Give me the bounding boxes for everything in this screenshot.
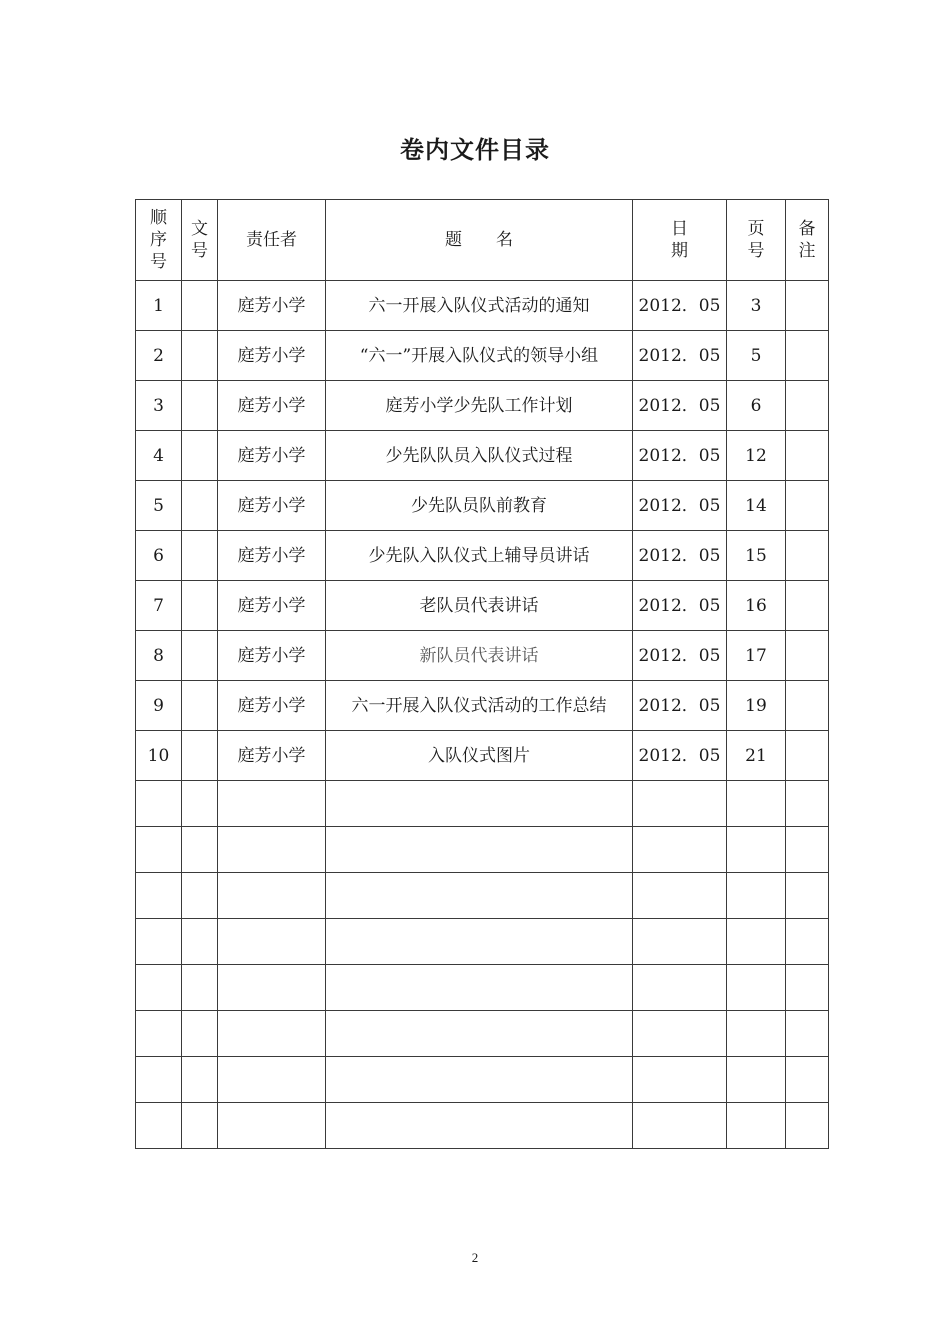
empty-cell [326,965,633,1011]
empty-cell [218,781,326,827]
table-row [136,431,829,481]
empty-cell [633,873,727,919]
cell-date: 2012．05 [633,531,727,581]
empty-row [136,781,829,827]
cell-remarks [786,381,829,431]
empty-cell [218,1103,326,1149]
empty-row [136,965,829,1011]
cell-subject: 老队员代表讲话 [326,581,633,631]
empty-cell [786,1103,829,1149]
cell-subject: 六一开展入队仪式活动的工作总结 [326,681,633,731]
page-title: 卷内文件目录 [400,136,550,164]
empty-cell [136,1103,182,1149]
empty-cell [326,1011,633,1057]
header-doc-no: 文 号 [182,200,218,281]
cell-seq: 8 [136,631,182,681]
empty-row [136,1011,829,1057]
cell-doc-no [182,431,218,481]
cell-seq: 5 [136,481,182,531]
cell-subject: 少先队入队仪式上辅导员讲话 [326,531,633,581]
cell-remarks [786,281,829,331]
cell-seq: 3 [136,381,182,431]
empty-cell [182,1057,218,1103]
empty-row [136,873,829,919]
empty-cell [727,1011,786,1057]
empty-cell [786,1011,829,1057]
empty-cell [326,873,633,919]
cell-date: 2012．05 [633,681,727,731]
table-row [136,631,829,681]
cell-doc-no [182,381,218,431]
empty-cell [326,919,633,965]
empty-cell [727,965,786,1011]
empty-cell [633,919,727,965]
empty-cell [727,1103,786,1149]
empty-cell [633,827,727,873]
empty-cell [786,781,829,827]
table-row [136,731,829,781]
table-row [136,331,829,381]
header-remarks: 备 注 [786,200,829,281]
empty-cell [218,1057,326,1103]
cell-date: 2012．05 [633,381,727,431]
cell-doc-no [182,481,218,531]
empty-cell [182,965,218,1011]
table-body [136,281,829,1149]
empty-cell [786,827,829,873]
empty-cell [786,1057,829,1103]
empty-row [136,1103,829,1149]
cell-doc-no [182,531,218,581]
header-subject: 题 名 [326,200,633,281]
empty-cell [182,1011,218,1057]
table-row [136,581,829,631]
header-row [136,200,829,281]
cell-subject: 少先队员队前教育 [326,481,633,531]
empty-cell [182,873,218,919]
cell-responsible: 庭芳小学 [218,681,326,731]
cell-page: 15 [727,531,786,581]
cell-date: 2012．05 [633,331,727,381]
empty-cell [633,781,727,827]
cell-date: 2012．05 [633,581,727,631]
cell-doc-no [182,281,218,331]
cell-responsible: 庭芳小学 [218,481,326,531]
cell-remarks [786,331,829,381]
cell-page: 12 [727,431,786,481]
cell-seq: 9 [136,681,182,731]
table-row [136,281,829,331]
empty-cell [218,827,326,873]
empty-cell [182,827,218,873]
cell-seq: 2 [136,331,182,381]
table-row [136,381,829,431]
cell-remarks [786,731,829,781]
empty-cell [136,965,182,1011]
table-row [136,481,829,531]
empty-cell [786,965,829,1011]
cell-doc-no [182,631,218,681]
cell-subject: 庭芳小学少先队工作计划 [326,381,633,431]
empty-cell [218,965,326,1011]
cell-responsible: 庭芳小学 [218,331,326,381]
cell-date: 2012．05 [633,481,727,531]
cell-date: 2012．05 [633,281,727,331]
cell-doc-no [182,581,218,631]
cell-doc-no [182,681,218,731]
empty-cell [326,1057,633,1103]
cell-responsible: 庭芳小学 [218,581,326,631]
cell-remarks [786,681,829,731]
empty-cell [727,1057,786,1103]
cell-seq: 4 [136,431,182,481]
cell-responsible: 庭芳小学 [218,631,326,681]
cell-page: 16 [727,581,786,631]
empty-cell [633,965,727,1011]
file-catalog-table [135,199,829,1149]
cell-page: 21 [727,731,786,781]
table-row [136,681,829,731]
cell-seq: 1 [136,281,182,331]
cell-seq: 7 [136,581,182,631]
cell-subject: 六一开展入队仪式活动的通知 [326,281,633,331]
empty-cell [182,1103,218,1149]
cell-doc-no [182,331,218,381]
empty-cell [633,1057,727,1103]
empty-cell [182,919,218,965]
cell-remarks [786,481,829,531]
header-date: 日 期 [633,200,727,281]
empty-cell [786,873,829,919]
cell-responsible: 庭芳小学 [218,281,326,331]
cell-responsible: 庭芳小学 [218,381,326,431]
cell-responsible: 庭芳小学 [218,731,326,781]
table-row [136,531,829,581]
cell-remarks [786,431,829,481]
empty-cell [136,1011,182,1057]
cell-remarks [786,631,829,681]
cell-date: 2012．05 [633,431,727,481]
empty-cell [218,873,326,919]
cell-page: 6 [727,381,786,431]
cell-seq: 10 [136,731,182,781]
cell-subject: 新队员代表讲话 [326,631,633,681]
cell-responsible: 庭芳小学 [218,431,326,481]
cell-page: 17 [727,631,786,681]
empty-cell [326,827,633,873]
cell-page: 5 [727,331,786,381]
cell-page: 3 [727,281,786,331]
header-page: 页 号 [727,200,786,281]
empty-cell [218,919,326,965]
header-seq: 顺 序 号 [136,200,182,281]
cell-date: 2012．05 [633,631,727,681]
empty-cell [136,1057,182,1103]
empty-cell [326,781,633,827]
empty-cell [326,1103,633,1149]
empty-cell [136,827,182,873]
cell-seq: 6 [136,531,182,581]
empty-cell [218,1011,326,1057]
empty-cell [633,1103,727,1149]
empty-cell [727,781,786,827]
cell-subject: “六一”开展入队仪式的领导小组 [326,331,633,381]
page-number: 2 [471,1250,479,1265]
cell-subject: 入队仪式图片 [326,731,633,781]
cell-subject: 少先队队员入队仪式过程 [326,431,633,481]
cell-page: 14 [727,481,786,531]
cell-responsible: 庭芳小学 [218,531,326,581]
empty-row [136,1057,829,1103]
cell-remarks [786,581,829,631]
cell-remarks [786,531,829,581]
empty-cell [182,781,218,827]
cell-page: 19 [727,681,786,731]
header-responsible: 责任者 [218,200,326,281]
empty-cell [136,781,182,827]
empty-cell [633,1011,727,1057]
empty-row [136,919,829,965]
empty-cell [136,919,182,965]
cell-date: 2012．05 [633,731,727,781]
empty-row [136,827,829,873]
empty-cell [786,919,829,965]
cell-doc-no [182,731,218,781]
empty-cell [727,827,786,873]
empty-cell [727,919,786,965]
empty-cell [136,873,182,919]
empty-cell [727,873,786,919]
